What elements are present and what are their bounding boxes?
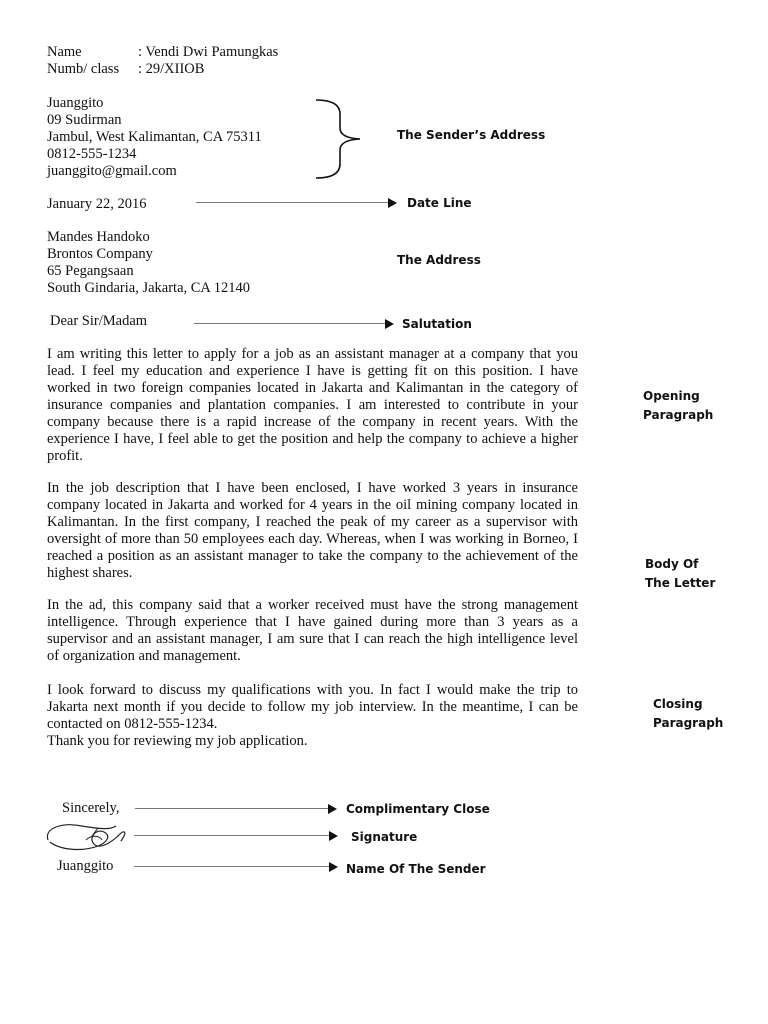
sender-name: Juanggito [57,858,114,874]
class-label: Numb/ class [47,61,120,77]
complimentary-close-arrow [135,804,337,814]
inside-address-line: Brontos Company [47,246,153,262]
closing-paragraph: I look forward to discuss my qualifications with you. In fact I would make the trip to Jakarta next month if you decide to follow my job interview. In the meantime, I can be contacted on 0812-555-1234. [47,682,578,732]
closing-paragraph-annotation [653,695,723,733]
annotation-line: Closing [653,697,703,711]
annotation-line: The Letter [645,576,716,590]
body-paragraph-1: In the job description that I have been enclosed, I have worked 3 years in insurance company located in Jakarta and worked for 4 years in the oil mining company located in Kalimantan. In the first company, I reached the peak of my career as a supervisor with oversight of more than 50 employees each day. Whereas, when I was working in Borneo, I reached a position as an assistant manager to take the company to the achievement of the highest shares. [47,480,578,581]
senders-address-annotation: The Sender’s Address [397,128,546,142]
name-of-sender-annotation: Name Of The Sender [346,862,486,876]
body-of-letter-annotation [645,555,715,593]
date-line-arrow [196,198,398,208]
annotation-line: Paragraph [653,716,724,730]
name-label: Name [47,44,82,60]
inside-address-line: 65 Pegangsaan [47,263,134,279]
signature-image [42,818,132,858]
sender-address-line: juanggito@gmail.com [47,163,177,179]
signature-arrow [134,831,338,841]
annotation-line: Body Of [645,557,699,571]
sender-address-line: Jambul, West Kalimantan, CA 75311 [47,129,262,145]
annotation-line: Paragraph [643,408,714,422]
sender-address-line: 0812-555-1234 [47,146,137,162]
body-paragraph-2: In the ad, this company said that a worker received must have the strong management intelligence. Through experience that I have gained during more than 3 years as a supervisor and an assistant manager, I am sure that I can reach the high intelligence level of organization and management. [47,597,578,664]
salutation-arrow [194,319,395,329]
sender-name-arrow [134,862,338,872]
inside-address-line: Mandes Handoko [47,229,150,245]
complimentary-close: Sincerely, [62,800,120,816]
name-value: : Vendi Dwi Pamungkas [138,44,279,60]
opening-paragraph: I am writing this letter to apply for a job as an assistant manager at a company that you lead. I feel my education and experience I have is getting fit on this position. I have worked in two foreign companies located in Jakarta and Kalimantan in the category of insurance companies and plantation companies. I am interested to contribute in your company because there is a rapid increase of the company in recent years. With the experience I have, I feel able to get the position and help the company to achieve a higher profit. [47,346,578,464]
annotation-line: Opening [643,389,700,403]
inside-address-line: South Gindaria, Jakarta, CA 12140 [47,280,250,296]
opening-paragraph-annotation [643,387,713,425]
sender-address-line: 09 Sudirman [47,112,122,128]
sender-address-line: Juanggito [47,95,104,111]
complimentary-close-annotation: Complimentary Close [346,802,490,816]
thanks-line: Thank you for reviewing my job application. [47,733,308,749]
salutation: Dear Sir/Madam [50,313,148,329]
date-line-annotation: Date Line [407,196,472,210]
signature-annotation: Signature [351,830,418,844]
date-line: January 22, 2016 [47,196,147,212]
brace-icon [314,98,366,180]
salutation-annotation: Salutation [402,317,472,331]
the-address-annotation: The Address [397,253,481,267]
class-value: : 29/XIIOB [138,61,205,77]
